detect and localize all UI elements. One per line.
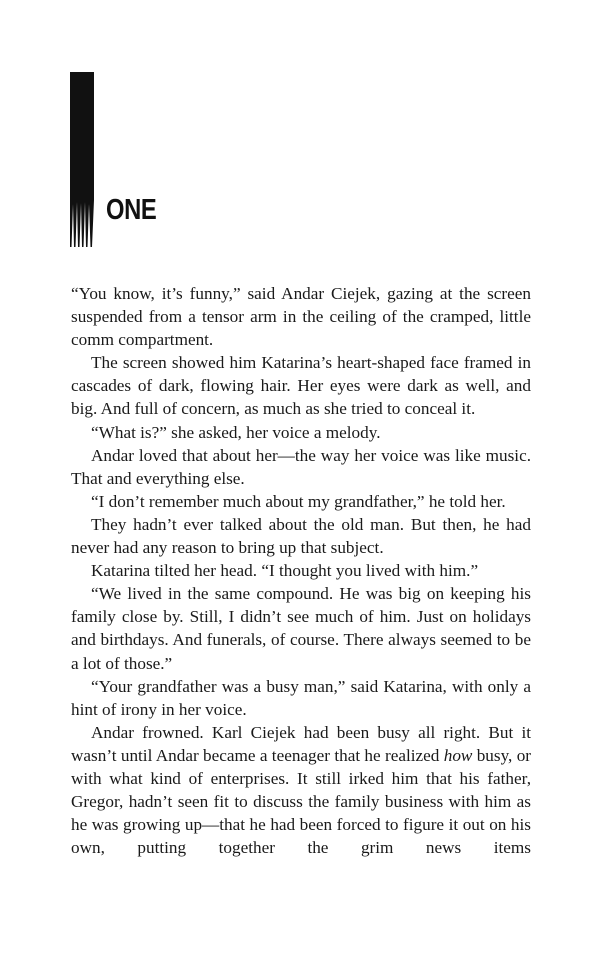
paragraph-text: busy, or with what kind of enterprises. It still irked him that his father, Gregor, hadn’t seen fit to discuss the family business with him as he was growing up—that he had been forced to figure it out on his own, putting together the grim news items	[71, 745, 532, 858]
chapter-title: ONE	[106, 194, 157, 226]
paragraph: “You know, it’s funny,” said Andar Ciejek, gazing at the screen suspended from a tensor arm in the ceiling of the cramped, little comm compartment.	[71, 284, 531, 350]
paragraph: They hadn’t ever talked about the old man. But then, he had never had any reason to bring up that subject.	[71, 514, 531, 558]
paragraph: “I don’t remember much about my grandfather,” he told her.	[91, 491, 506, 511]
paragraph-text: Andar frowned. Karl Ciejek had been busy all right. But it wasn’t until Andar became a teenager that he realized	[71, 722, 531, 765]
chapter-mark-icon	[70, 72, 94, 247]
paragraph: “We lived in the same compound. He was big on keeping his family close by. Still, I didn’t see much of him. Just on holidays and birthdays. And funerals, of course. There always seemed to be a lot of those.”	[71, 584, 531, 673]
paragraph: Andar loved that about her—the way her voice was like music. That and everything else.	[71, 445, 531, 488]
chapter-body	[71, 282, 531, 859]
paragraph-last	[71, 721, 531, 860]
paragraph: Katarina tilted her head. “I thought you lived with him.”	[91, 561, 479, 581]
paragraph: “What is?” she asked, her voice a melody.	[91, 422, 381, 442]
paragraph: “Your grandfather was a busy man,” said Katarina, with only a hint of irony in her voice.	[71, 676, 531, 719]
paragraph: The screen showed him Katarina’s heart-shaped face framed in cascades of dark, flowing hair. Her eyes were dark as well, and big. And full of concern, as much as she tried to conceal it.	[71, 353, 531, 419]
emphasized-word: how	[443, 745, 473, 765]
